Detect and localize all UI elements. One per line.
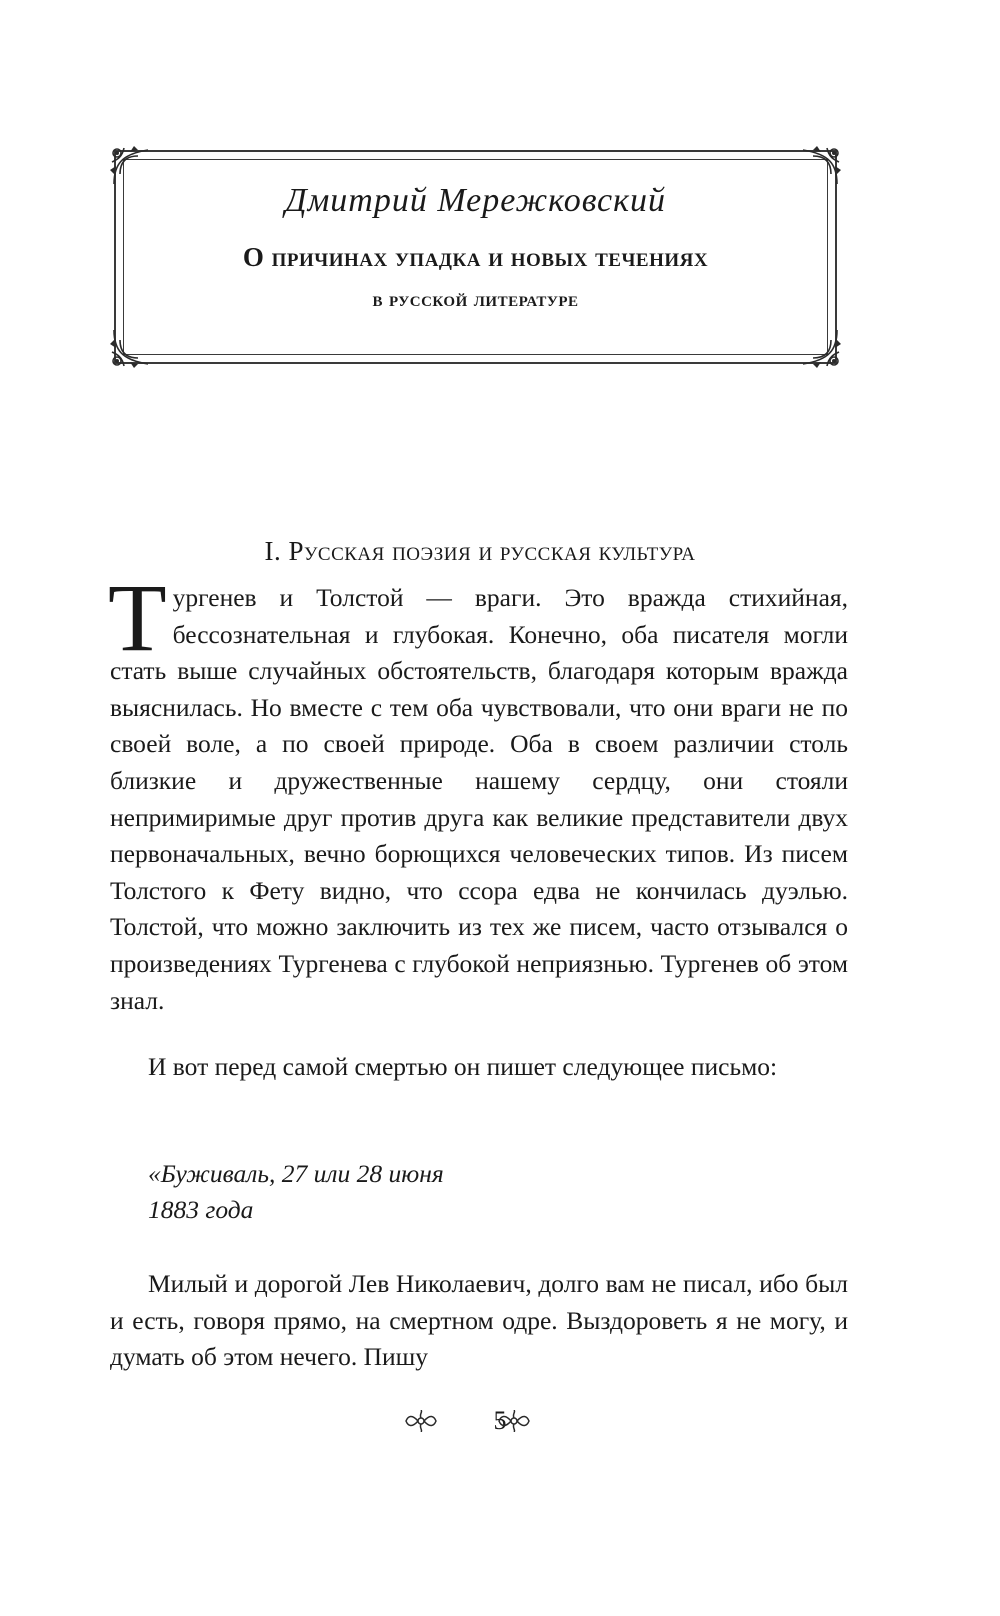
letter-place-date: «Буживаль, 27 или 28 июня — [148, 1159, 444, 1188]
paragraph-1 — [108, 564, 848, 1019]
paragraph-1-text: ургенев и Толстой — враги. Это вражда стихийная, бессознательная и глубокая. Конечно, оба писателя могли стать выше случайных обстоятельств, благодаря которым вражда выяснилась. Но вместе с тем оба чувствовали, что они враги не по своей воле, а по своей природе. Оба в своем различии столь близкие и дружественные нашему сердцу, они стояли непримиримые друг против друга как великие представители двух первоначальных, вечно борющихся человеческих типов. Из писем Толстого к Фету видно, что ссора едва не кончилась дуэлью. Толстой, что можно заключить из тех же писем, часто отзывался о произведениях Тургенева с глубокой неприязнью. Тургенев об этом знал. — [110, 583, 848, 1015]
drop-cap: Т — [108, 564, 167, 671]
paragraph-3: Милый и дорогой Лев Николаевич, долго вам не писал, ибо был и есть, говоря прямо, на смертном одре. Выздороветь я не могу, и думать об этом нечего. Пишу — [110, 1269, 848, 1372]
flourish-corner-icon — [797, 324, 843, 370]
flourish-corner-icon — [108, 324, 154, 370]
work-title-line-1: О причинах упадка и новых течениях — [242, 242, 709, 272]
work-title-line-2: в русской литературе — [372, 286, 579, 311]
title-frame — [114, 150, 837, 364]
author-name: Дмитрий Мережковский — [284, 182, 667, 219]
letter-year: 1883 года — [148, 1195, 254, 1224]
page-ornament-right-icon — [497, 1410, 531, 1432]
section-heading: I. Русская поэзия и русская культура — [264, 536, 696, 566]
page-number: 5 — [493, 1406, 507, 1435]
paragraph-2: И вот перед самой смертью он пишет следующее письмо: — [148, 1052, 778, 1081]
